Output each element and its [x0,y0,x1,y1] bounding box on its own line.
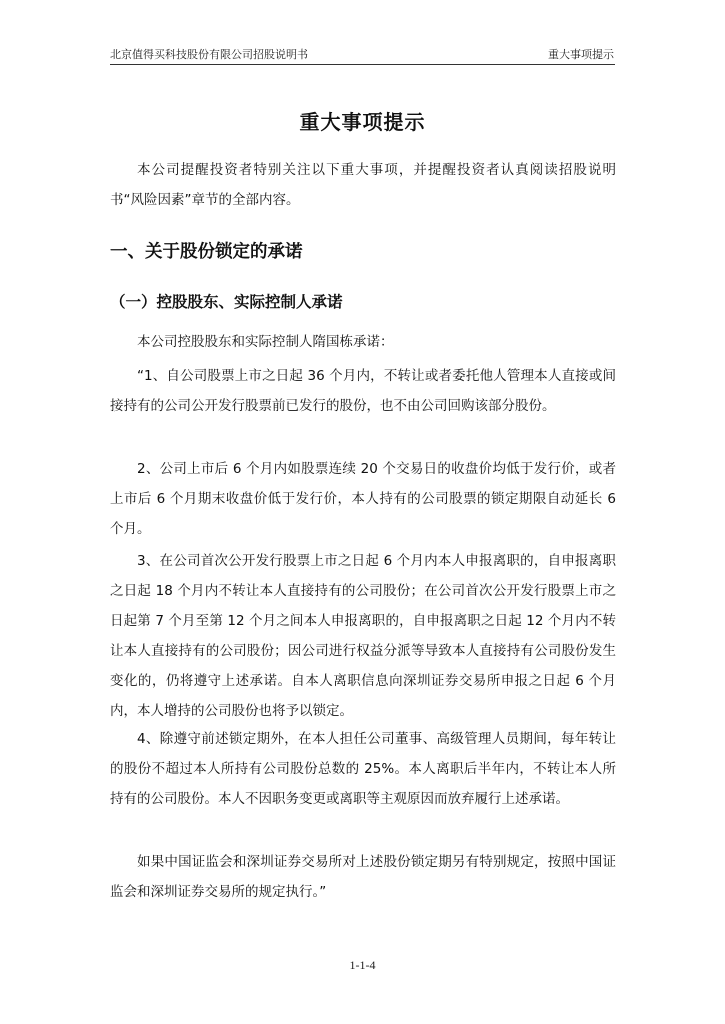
page-title: 重大事项提示 [299,110,426,134]
section-heading: 一、关于股份锁定的承诺 [110,242,303,262]
lead-paragraph: 本公司控股股东和实际控制人隋国栋承诺： [137,334,394,350]
commitment-paragraph-1: “1、自公司股票上市之日起 36 个月内，不转让或者委托他人管理本人直接或间接持有的公司公开发行股票前已发行的股份，也不由公司回购该部分股份。 [110,368,616,414]
running-header-title: 北京值得买科技股份有限公司招股说明书 [110,48,308,61]
intro-paragraph: 本公司提醒投资者特别关注以下重大事项，并提醒投资者认真阅读招股说明书“风险因素”章节的全部内容。 [110,162,616,208]
running-header-section: 重大事项提示 [548,48,614,61]
commitment-paragraph-3: 3、在公司首次公开发行股票上市之日起 6 个月内本人申报离职的，自申报离职之日起 18 个月内不转让本人直接持有的公司股份；在公司首次公开发行股票上市之日起第 7 个月至第 12 个月之间本人申报离职的，自申报离职之日起 12 个月内不转让本人直接持有的公司股份；因公司进行权益分派等导致本人直接持有公司股份发生变化的，仍将遵守上述承诺。自本人离职信息向深圳证券交易所申报之日起 6 个月内，本人增持的公司股份也将予以锁定。 [110,553,616,719]
subsection-heading: （一）控股股东、实际控制人承诺 [110,293,343,311]
commitment-paragraph-5: 如果中国证监会和深圳证券交易所对上述股份锁定期另有特别规定，按照中国证监会和深圳证券交易所的规定执行。” [110,854,616,900]
commitment-paragraph-2: 2、公司上市后 6 个月内如股票连续 20 个交易日的收盘价均低于发行价，或者上市后 6 个月期末收盘价低于发行价，本人持有的公司股票的锁定期限自动延长 6 个月。 [110,461,616,537]
commitment-paragraph-4: 4、除遵守前述锁定期外，在本人担任公司董事、高级管理人员期间，每年转让的股份不超过本人所持有公司股份总数的 25%。本人离职后半年内，不转让本人所持有的公司股份。本人不因职务变更或离职等主观原因而放弃履行上述承诺。 [110,731,616,807]
page-number: 1-1-4 [349,958,376,972]
header-divider [110,64,615,65]
